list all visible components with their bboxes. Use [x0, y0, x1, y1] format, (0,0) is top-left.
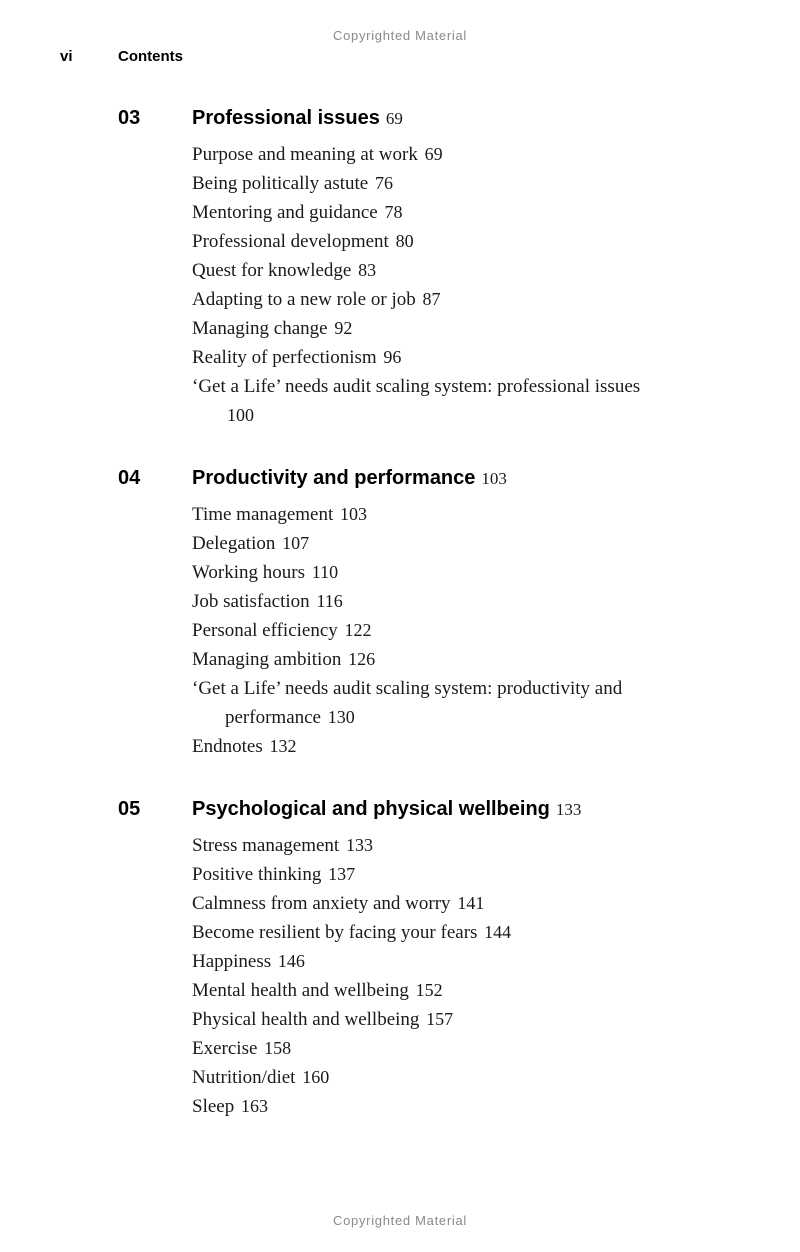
- entry-label: Working hours: [192, 562, 305, 583]
- table-of-contents: [0, 106, 800, 1157]
- entry-label: Calmness from anxiety and worry: [192, 893, 451, 914]
- entry-label: Quest for knowledge: [192, 260, 352, 281]
- entry-page: 100: [227, 405, 254, 425]
- entry-page: 80: [395, 231, 414, 251]
- chapter-number: 04: [118, 467, 141, 489]
- copyright-notice-bottom: Copyrighted Material: [333, 1213, 467, 1228]
- chapter-heading: [118, 106, 800, 131]
- chapter-title: Professional issues: [192, 107, 380, 129]
- chapter-title: Productivity and performance: [192, 467, 476, 489]
- entry-page: 160: [302, 1067, 330, 1087]
- toc-entry: [192, 558, 660, 587]
- entry-page: 69: [424, 144, 443, 164]
- entry-label: Adapting to a new role or job: [192, 289, 416, 310]
- toc-entry: [192, 645, 660, 674]
- toc-entry: [192, 674, 660, 732]
- entry-page: 83: [358, 260, 377, 280]
- entry-label: Managing ambition: [192, 649, 342, 670]
- entry-label: Being politically astute: [192, 173, 369, 194]
- toc-entry: [192, 889, 660, 918]
- entry-page: 126: [348, 649, 376, 669]
- toc-entry: [192, 831, 660, 860]
- entry-label: Mentoring and guidance: [192, 202, 378, 223]
- entry-page: 141: [457, 893, 485, 913]
- toc-entry: [192, 918, 660, 947]
- entry-page: 158: [264, 1038, 292, 1058]
- entry-page: 110: [311, 562, 339, 582]
- entry-label: Happiness: [192, 951, 272, 972]
- entry-label: Job satisfaction: [192, 591, 310, 612]
- chapter-page: 103: [481, 469, 507, 488]
- toc-entry: [192, 976, 660, 1005]
- toc-entry: [192, 314, 660, 343]
- entry-page: 76: [375, 173, 393, 193]
- entry-page: 137: [328, 864, 356, 884]
- entry-label: Time management: [192, 504, 334, 525]
- entry-label: Mental health and wellbeing: [192, 980, 409, 1001]
- entry-label: Physical health and wellbeing: [192, 1009, 420, 1030]
- toc-entry: [192, 587, 660, 616]
- entry-page: 163: [240, 1096, 268, 1116]
- chapter-page: 133: [555, 800, 582, 819]
- chapter-heading: [118, 466, 800, 491]
- entry-label: Reality of perfectionism: [192, 347, 377, 368]
- entry-page: 96: [383, 347, 402, 367]
- entry-page: 133: [345, 835, 373, 855]
- chapter-page: 69: [385, 109, 403, 128]
- toc-entry: [192, 343, 660, 372]
- entry-label: Delegation: [192, 533, 276, 554]
- toc-entry: [192, 198, 660, 227]
- entry-label: Exercise: [192, 1038, 258, 1059]
- toc-entry: [192, 1092, 660, 1121]
- chapter-number: 05: [118, 798, 141, 820]
- toc-entry: [192, 285, 660, 314]
- toc-entry: [192, 169, 660, 198]
- toc-entry: [192, 947, 660, 976]
- entry-label: Become resilient by facing your fears: [192, 922, 478, 943]
- entry-label: Professional development: [192, 231, 389, 252]
- entry-label: Purpose and meaning at work: [192, 144, 418, 165]
- toc-entry: [192, 1063, 660, 1092]
- chapter-number: 03: [118, 107, 141, 129]
- entry-label: Managing change: [192, 318, 328, 339]
- entry-page: 78: [384, 202, 403, 222]
- toc-entry: [192, 1034, 660, 1063]
- entry-page: 130: [327, 707, 355, 727]
- entry-label: Nutrition/diet: [192, 1067, 296, 1088]
- entry-page: 157: [426, 1009, 454, 1029]
- chapter-entries: [192, 831, 660, 1121]
- chapter-title: Psychological and physical wellbeing: [192, 798, 550, 820]
- toc-entry: [192, 227, 660, 256]
- page-number: vi: [60, 48, 73, 65]
- toc-entry: [192, 860, 660, 889]
- chapter-heading: [118, 797, 800, 822]
- entry-page: 103: [340, 504, 367, 524]
- entry-label: Positive thinking: [192, 864, 322, 885]
- entry-label: ‘Get a Life’ needs audit scaling system: professional issues: [192, 376, 641, 397]
- entry-label: Endnotes: [192, 736, 263, 757]
- entry-page: 146: [277, 951, 305, 971]
- toc-entry: [192, 140, 660, 169]
- entry-label: Sleep: [192, 1096, 235, 1117]
- toc-chapter-05: [0, 797, 800, 1121]
- chapter-entries: [192, 500, 660, 761]
- toc-entry: [192, 372, 660, 430]
- entry-page: 152: [415, 980, 443, 1000]
- toc-entry: [192, 256, 660, 285]
- toc-chapter-03: [0, 106, 800, 430]
- toc-entry: [192, 529, 660, 558]
- toc-entry: [192, 500, 660, 529]
- toc-chapter-04: [0, 466, 800, 761]
- copyright-notice-top: Copyrighted Material: [333, 28, 467, 43]
- entry-label: ‘Get a Life’ needs audit scaling system: productivity and performance: [192, 678, 623, 728]
- entry-label: Personal efficiency: [192, 620, 338, 641]
- entry-page: 87: [422, 289, 441, 309]
- entry-page: 116: [316, 591, 343, 611]
- entry-page: 132: [269, 736, 297, 756]
- toc-entry: [192, 1005, 660, 1034]
- toc-entry: [192, 732, 660, 761]
- toc-entry: [192, 616, 660, 645]
- entry-page: 92: [334, 318, 353, 338]
- running-head: Contents: [118, 48, 183, 65]
- chapter-entries: [192, 140, 660, 430]
- entry-label: Stress management: [192, 835, 340, 856]
- entry-page: 144: [484, 922, 512, 942]
- entry-page: 122: [344, 620, 372, 640]
- entry-page: 107: [282, 533, 310, 553]
